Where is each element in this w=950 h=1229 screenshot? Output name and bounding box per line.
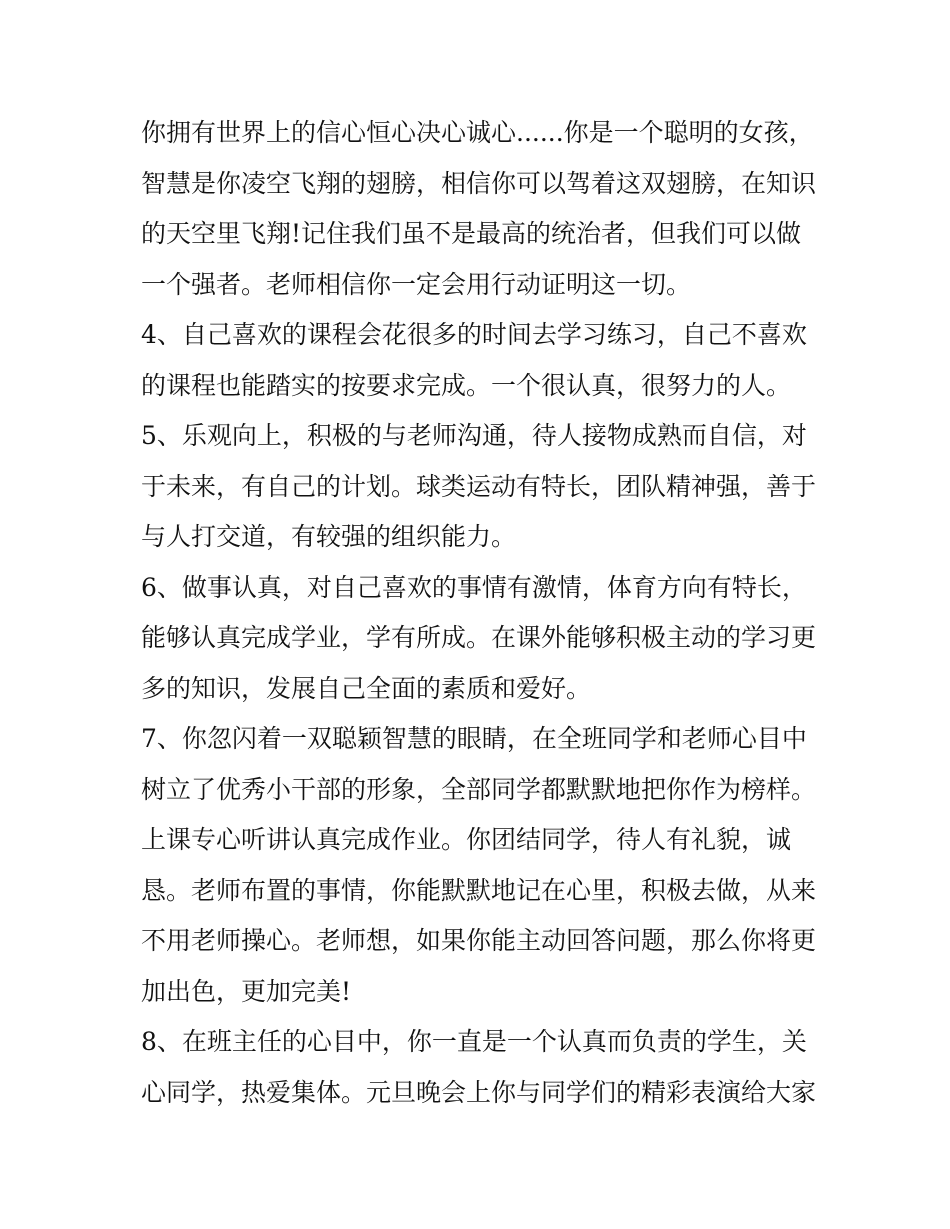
text-line: 你拥有世界上的信心恒心决心诚心......你是一个聪明的女孩， [141,118,814,147]
text-line: 树立了优秀小干部的形象，全部同学都默默地把你作为榜样。 [141,774,817,804]
text-line: 恳。老师布置的事情，你能默默地记在心里，积极去做，从来 [141,875,817,905]
text-line: 的天空里飞翔!记住我们虽不是最高的统治者，但我们可以做 [141,219,802,248]
text-line: 不用老师操心。老师想，如果你能主动回答问题，那么你将更 [141,926,817,955]
text-line: 6、做事认真，对自己喜欢的事情有激情，体育方向有特长， [141,572,807,602]
text-line: 的课程也能踏实的按要求完成。一个很认真，很努力的人。 [141,370,792,400]
document-body [141,108,816,1118]
text-line: 能够认真完成学业，学有所成。在课外能够积极主动的学习更 [141,623,817,652]
text-line: 7、你忽闪着一双聪颖智慧的眼睛，在全班同学和老师心目中 [141,724,807,753]
text-line: 4、自己喜欢的课程会花很多的时间去学习练习，自己不喜欢 [141,320,807,349]
text-line: 加出色，更加完美! [141,976,352,1006]
text-line: 5、乐观向上，积极的与老师沟通，待人接物成熟而自信，对 [141,421,807,450]
text-line: 多的知识，发展自己全面的素质和爱好。 [141,673,592,703]
text-line: 于未来，有自己的计划。球类运动有特长，团队精神强，善于 [141,471,817,501]
text-line: 一个强者。老师相信你一定会用行动证明这一切。 [141,269,692,299]
text-line: 智慧是你凌空飞翔的翅膀，相信你可以驾着这双翅膀，在知识 [141,168,817,198]
text-line: 8、在班主任的心目中，你一直是一个认真而负责的学生，关 [141,1027,807,1056]
text-line: 上课专心听讲认真完成作业。你团结同学，待人有礼貌，诚 [141,825,792,854]
text-line: 与人打交道，有较强的组织能力。 [141,522,517,551]
text-line: 心同学，热爱集体。元旦晚会上你与同学们的精彩表演给大家 [141,1077,817,1107]
